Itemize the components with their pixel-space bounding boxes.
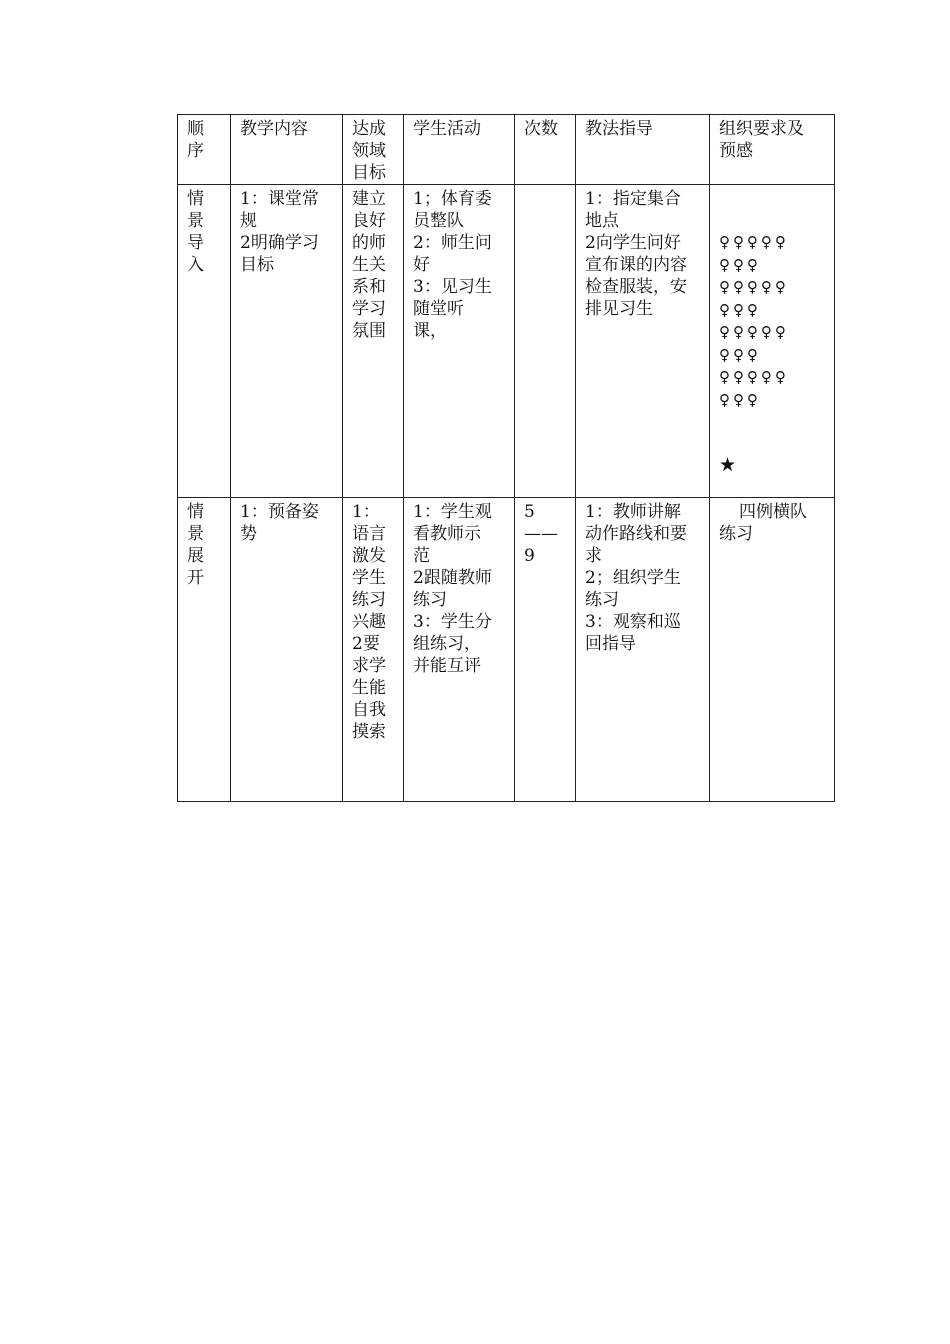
header-content: 教学内容	[231, 115, 343, 185]
header-count: 次数	[515, 115, 576, 185]
cell-goal: 1： 语言 激发 学生 练习 兴趣 2要 求学 生能 自我 摸索	[343, 498, 404, 802]
cell-organization	[710, 185, 835, 498]
header-order: 顺 序	[178, 115, 231, 185]
header-row	[178, 115, 835, 185]
cell-order: 情 景 导 入	[178, 185, 231, 498]
cell-goal: 建立 良好 的师 生关 系和 学习 氛围	[343, 185, 404, 498]
table-row	[178, 498, 835, 802]
cell-count	[515, 185, 576, 498]
cell-method: 1：教师讲解 动作路线和要 求 2；组织学生 练习 3：观察和巡 回指导	[576, 498, 710, 802]
table-row	[178, 185, 835, 498]
cell-activity: 1；体育委 员整队 2：师生问 好 3：见习生 随堂听 课，	[404, 185, 515, 498]
student-formation: ♀♀♀♀♀ ♀♀♀ ♀♀♀♀♀ ♀♀♀ ♀♀♀♀♀ ♀♀♀ ♀♀♀♀♀ ♀♀♀	[719, 233, 789, 409]
cell-activity: 1：学生观 看教师示 范 2跟随教师 练习 3：学生分 组练习， 并能互评	[404, 498, 515, 802]
teacher-star-icon: ★	[719, 454, 737, 476]
cell-count: 5 —— 9	[515, 498, 576, 802]
cell-content: 1：课堂常 规 2明确学习 目标	[231, 185, 343, 498]
header-organization: 组织要求及 预感	[710, 115, 835, 185]
cell-method: 1：指定集合 地点 2向学生问好 宣布课的内容 检查服装，安 排见习生	[576, 185, 710, 498]
cell-content: 1：预备姿 势	[231, 498, 343, 802]
lesson-plan-table	[177, 114, 835, 802]
cell-order: 情 景 展 开	[178, 498, 231, 802]
cell-organization	[710, 498, 835, 802]
header-activity: 学生活动	[404, 115, 515, 185]
header-method: 教法指导	[576, 115, 710, 185]
header-goal: 达成 领域 目标	[343, 115, 404, 185]
organization-text: 四例横队 练习	[719, 502, 807, 544]
